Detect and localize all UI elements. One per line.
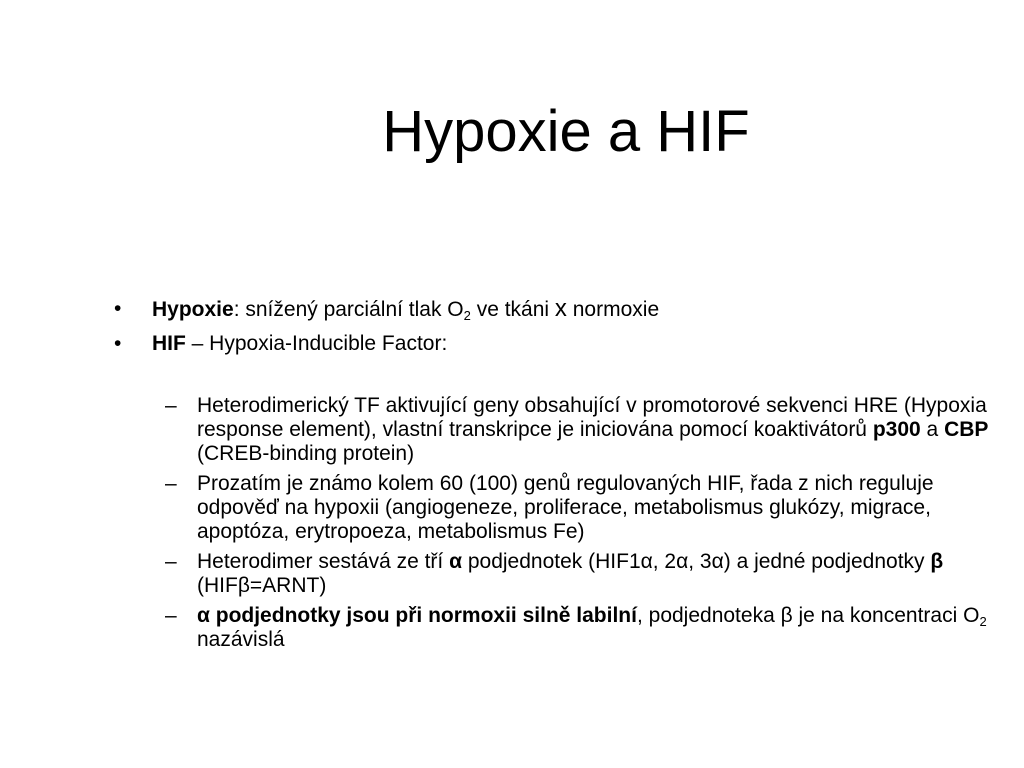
bullet-hypoxie <box>112 296 1002 322</box>
sub-marker: – <box>165 550 177 573</box>
hypoxie-text-b: ve tkáni <box>470 298 555 321</box>
sub1-text-a: Heterodimerický TF aktivující geny obsahující v promotorové sekvenci HRE (Hypoxia response element), vlastní transkripce je iniciována pomocí koaktivátorů <box>197 394 987 441</box>
sub1-text-c: (CREB-binding protein) <box>197 442 415 465</box>
sub-marker: – <box>165 472 177 495</box>
sub-marker: – <box>165 604 177 627</box>
sub3-alpha: α <box>449 550 463 573</box>
sub-bullet-list <box>165 394 1010 658</box>
sub-marker: – <box>165 394 177 417</box>
sub1-p300: p300 <box>872 418 921 441</box>
sub4-text-a: , podjednoteka β je na koncentraci O <box>636 604 980 627</box>
o2-subscript: 2 <box>463 308 471 323</box>
sub4-text-b: nazávislá <box>197 628 285 651</box>
bullet-marker: • <box>114 297 122 320</box>
sub3-text-b: podjednotek (HIF1α, 2α, 3α) a jedné podjednotky <box>462 550 931 573</box>
o2-subscript: 2 <box>979 614 987 629</box>
sub-item-heterodimer <box>165 550 1010 598</box>
slide-title: Hypoxie a HIF <box>382 99 750 164</box>
bullet-list <box>112 296 1002 365</box>
term-hypoxie: Hypoxie <box>152 298 234 321</box>
sub-item-heterodimericky <box>165 394 1010 466</box>
sub-item-alpha-labile <box>165 604 1010 652</box>
term-hif: HIF <box>152 332 186 355</box>
sub-item-prozatim <box>165 472 1010 544</box>
sub3-beta: β <box>930 550 944 573</box>
hypoxie-text-c: normoxie <box>566 298 660 321</box>
sub4-bold: α podjednotky jsou při normoxii silně labilní <box>197 604 637 627</box>
hif-text: – Hypoxia-Inducible Factor: <box>185 332 448 355</box>
versus-symbol: x <box>554 295 567 322</box>
bullet-hif <box>112 331 1002 356</box>
hypoxie-text-a: : snížený parciální tlak O <box>233 298 464 321</box>
sub2-text: Prozatím je známo kolem 60 (100) genů regulovaných HIF, řada z nich reguluje odpověď na hypoxii (angiogeneze, proliferace, metabolismus glukózy, migrace, apoptóza, erytropoeza, metabolismus Fe) <box>197 472 934 543</box>
sub1-cbp: CBP <box>944 418 989 441</box>
sub1-text-b: a <box>920 418 945 441</box>
sub3-text-a: Heterodimer sestává ze tří <box>197 550 450 573</box>
sub3-text-c: (HIFβ=ARNT) <box>197 574 327 597</box>
bullet-marker: • <box>114 332 122 355</box>
